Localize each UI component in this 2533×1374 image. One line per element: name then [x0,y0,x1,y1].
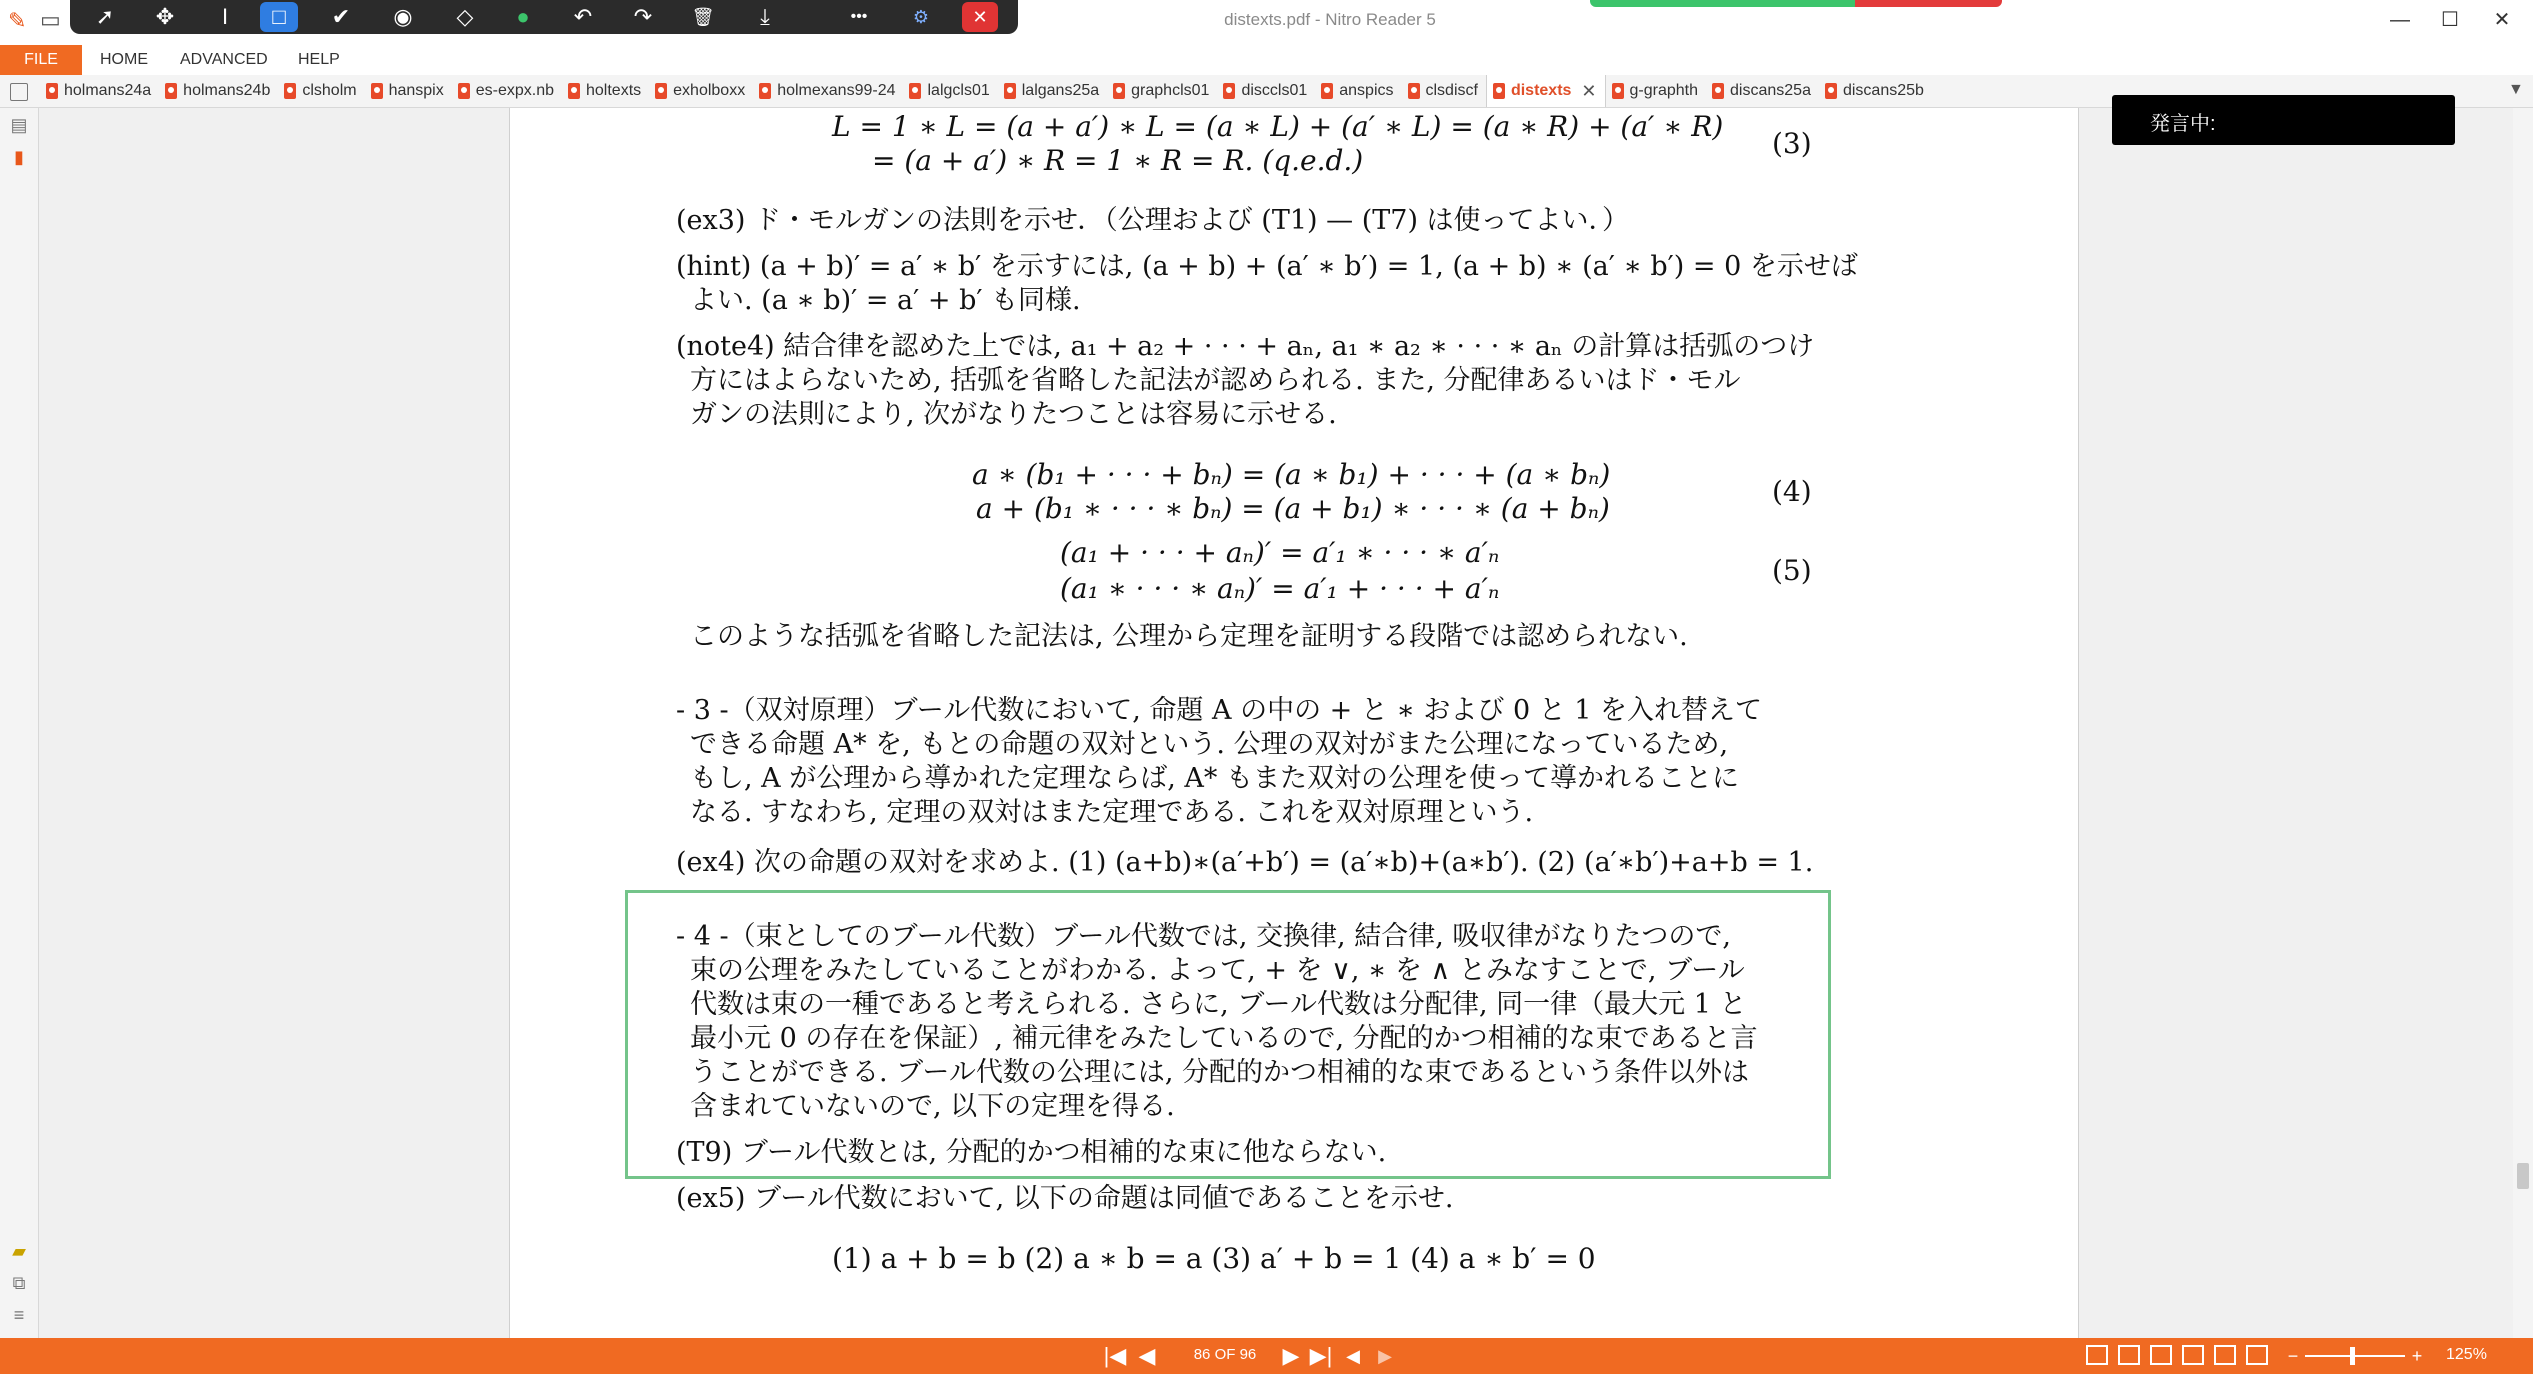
equation-number: (5) [1772,554,1812,587]
user-settings-icon[interactable]: ⚙ [912,7,930,27]
tab-label: clsholm [302,82,357,99]
pdf-file-icon [1113,83,1125,99]
status-bar [0,1338,2533,1374]
tab-holmans24a[interactable] [40,75,159,107]
pdf-file-icon [759,83,771,99]
tab-anspics[interactable] [1315,75,1401,107]
forward-view-button[interactable]: ▶ [1378,1346,1392,1366]
tab-hanspix[interactable] [365,75,452,107]
zoom-out-button[interactable]: − [2287,1346,2299,1366]
title-bar [0,0,2533,45]
pdf-file-icon [46,83,58,99]
continuous-view-icon[interactable] [2118,1345,2140,1365]
pan-icon[interactable]: ✥ [155,4,175,29]
progress-strip-red [1855,0,2002,7]
more-icon[interactable]: ••• [850,8,868,25]
pdf-page [509,108,2079,1338]
speech-status-label: 発言中: [2150,113,2216,135]
document-view[interactable] [39,108,2513,1338]
pdf-file-icon [1004,83,1016,99]
vertical-scrollbar[interactable] [2513,108,2533,1338]
close-tab-icon[interactable]: ✕ [1581,80,1597,101]
tab-g-graphth[interactable] [1606,75,1707,107]
download-icon[interactable]: ⤓ [760,4,770,29]
section-3-line-3: もし, A が公理から導かれた定理ならば, A* もまた双対の公理を使って導かれることに [690,763,1739,794]
tab-label: lalgcls01 [927,82,990,99]
tab-es-expx[interactable] [452,75,562,107]
single-page-view-icon[interactable] [2086,1345,2108,1365]
pdf-file-icon [284,83,296,99]
pdf-file-icon [371,83,383,99]
nitro-logo-icon: ✎ [8,8,27,33]
pdf-file-icon [1712,83,1724,99]
section-4-line-4: 最小元 0 の存在を保証）, 補元律をみたしているので, 分配的かつ相補的な束であると言 [690,1023,1758,1054]
tab-label: holmans24a [64,82,152,99]
equation-5-line-1: (a₁ + · · · + aₙ)′ = a′₁ ∗ · · · ∗ a′ₙ [1060,536,1500,569]
theorem-t9: (T9) ブール代数とは, 分配的かつ相補的な束に他ならない. [676,1137,1387,1168]
exercise-5: (ex5) ブール代数において, 以下の命題は同値であることを示せ. [676,1183,1454,1214]
zoom-slider-thumb[interactable] [2350,1347,2355,1365]
tab-clsdiscf[interactable] [1402,75,1486,107]
back-view-button[interactable]: ◀ [1346,1346,1360,1366]
tab-label: hanspix [388,82,444,99]
page-indicator[interactable]: 86 OF 96 [1193,1346,1257,1363]
tab-discans25a[interactable] [1706,75,1819,107]
last-page-button[interactable]: ▶| [1309,1343,1333,1368]
text-cursor-icon[interactable]: I [221,4,229,29]
pages-panel-icon[interactable]: ▤ [10,115,28,135]
hint-line-2: よい. (a ∗ b)′ = a′ + b′ も同様. [690,285,1081,316]
undo-icon[interactable]: ↶ [573,4,593,29]
bookmarks-panel-icon[interactable]: ▮ [14,147,24,167]
tab-exholboxx[interactable] [649,75,753,107]
tab-disccls01[interactable] [1217,75,1315,107]
ribbon-menu [0,45,2533,76]
previous-page-button[interactable]: ◀ [1138,1343,1156,1368]
equation-3-line-2: = (a + a′) ∗ R = 1 ∗ R = R. (q.e.d.) [872,144,1364,177]
tab-distexts[interactable] [1486,75,1606,107]
pdf-file-icon [655,83,667,99]
tab-label: disccls01 [1241,82,1308,99]
pdf-file-icon [568,83,580,99]
left-side-panel [0,108,39,1338]
tab-label: distexts [1510,82,1572,99]
tab-label: es-expx.nb [475,82,554,99]
layers-panel-icon[interactable]: ≡ [13,1305,25,1325]
zoom-in-button[interactable]: + [2411,1346,2423,1366]
facing-view-icon[interactable] [2150,1345,2172,1365]
section-4-line-6: 含まれていないので, 以下の定理を得る. [690,1091,1175,1122]
section-4-line-1: - 4 -（束としてのブール代数）ブール代数では, 交換律, 結合律, 吸収律がなりたつので, [676,921,1731,952]
pdf-file-icon [1321,83,1333,99]
menu-file[interactable]: FILE [0,45,82,75]
pdf-file-icon [1493,83,1505,99]
window-title: distexts.pdf - Nitro Reader 5 [1224,10,1436,29]
tab-label: discans25b [1842,82,1924,99]
tab-graphcls01[interactable] [1107,75,1217,107]
next-page-button[interactable]: ▶ [1282,1343,1300,1368]
equation-number: (3) [1772,127,1812,160]
tab-holmexans99-24[interactable] [753,75,903,107]
tab-label: graphcls01 [1131,82,1210,99]
note4-line-1: (note4) 結合律を認めた上では, a₁ + a₂ + · · · + aₙ, a₁ ∗ a₂ ∗ · · · ∗ aₙ の計算は括弧のつけ [676,331,1815,362]
pointer-icon[interactable]: ➚ [95,4,115,29]
progress-strip-green [1590,0,1855,7]
menu-help[interactable]: HELP [298,51,340,68]
tab-label: lalgans25a [1021,82,1100,99]
tab-lalgcls01[interactable] [903,75,997,107]
maximize-button[interactable]: ☐ [2441,9,2459,31]
tab-holtexts[interactable] [562,75,649,107]
section-3-line-4: なる. すなわち, 定理の双対はまた定理である. これを双対原理という. [690,797,1534,828]
pdf-file-icon [909,83,921,99]
equation-4-line-2: a + (b₁ ∗ · · · ∗ bₙ) = (a + b₁) ∗ · · · ∗ (a + bₙ) [976,492,1610,525]
floating-annotation-toolbar [70,0,1018,34]
equation-3-line-1: L = 1 ∗ L = (a + a′) ∗ L = (a ∗ L) + (a′ ∗ L) = (a ∗ R) + (a′ ∗ R) [832,110,1724,143]
first-page-button[interactable]: |◀ [1103,1343,1127,1368]
menu-advanced[interactable]: ADVANCED [180,51,268,68]
note4-line-3: ガンの法則により, 次がなりたつことは容易に示せる. [690,399,1337,430]
tab-discans25b[interactable] [1819,75,1932,107]
pdf-file-icon [1223,83,1235,99]
tab-overflow-icon[interactable]: ▼ [2508,81,2524,98]
exercise-3: (ex3) ド・モルガンの法則を示せ．（公理および (T1) — (T7) は使ってよい．） [676,205,1630,236]
minimize-button[interactable]: — [2390,9,2410,31]
tab-label: discans25a [1730,82,1811,99]
menu-home[interactable]: HOME [100,51,148,68]
redo-icon[interactable]: ↷ [633,4,653,29]
speech-status-popup [2112,95,2455,145]
exercise-4: (ex4) 次の命題の双対を求めよ. (1) (a+b)∗(a′+b′) = (a′∗b)+(a∗b′). (2) (a′∗b′)+a+b = 1. [676,847,1814,878]
fit-page-icon[interactable] [2214,1345,2236,1365]
open-folder-icon[interactable]: ▭ [40,7,61,32]
section-4-line-2: 束の公理をみたしていることがわかる. よって, + を ∨, ∗ を ∧ とみなすことで, ブール [690,955,1745,986]
close-window-button[interactable]: ✕ [2493,9,2511,31]
tab-label: anspics [1339,82,1394,99]
pdf-file-icon [458,83,470,99]
stamp-icon[interactable]: ◉ [393,4,413,29]
omission-note: このような括弧を省略した記法は, 公理から定理を証明する段階では認められない. [690,621,1688,652]
hint-line-1: (hint) (a + b)′ = a′ ∗ b′ を示すには, (a + b) + (a′ ∗ b′) = 1, (a + b) ∗ (a′ ∗ b′) = 0 を示せば [676,251,1858,282]
tab-label: holmans24b [183,82,271,99]
zoom-level[interactable]: 125% [2446,1346,2487,1363]
equation-5-line-2: (a₁ ∗ · · · ∗ aₙ)′ = a′₁ + · · · + a′ₙ [1060,572,1500,605]
section-4-line-3: 代数は束の一種であると考えられる. さらに, ブール代数は分配律, 同一律（最大元 1 と [690,989,1747,1020]
tab-label: clsdiscf [1425,82,1478,99]
check-icon[interactable]: ✔ [331,4,351,29]
scrollbar-thumb[interactable] [2517,1163,2529,1189]
pdf-file-icon [165,83,177,99]
zoom-slider[interactable] [2305,1355,2405,1357]
rectangle-icon[interactable]: □ [260,2,298,32]
tab-holmans24b[interactable] [159,75,278,107]
tab-label: g-graphth [1629,82,1699,99]
color-dot-icon[interactable]: ● [516,4,530,29]
exercise-5-items: (1) a + b = b (2) a ∗ b = a (3) a′ + b = 1 (4) a ∗ b′ = 0 [832,1242,1596,1275]
trash-icon[interactable]: 🗑 [691,7,715,27]
tab-label: exholboxx [673,82,746,99]
facing-continuous-view-icon[interactable] [2182,1345,2204,1365]
comments-panel-icon[interactable]: ▰ [12,1241,26,1261]
close-toolbar-icon[interactable]: ✕ [962,2,998,32]
section-3-line-1: - 3 -（双対原理）ブール代数において, 命題 A の中の + と ∗ および 0 と 1 を入れ替えて [676,695,1763,726]
tab-list-icon[interactable] [10,83,28,101]
tab-label: holtexts [586,82,642,99]
pdf-file-icon [1612,83,1624,99]
tab-lalgans25a[interactable] [998,75,1107,107]
fit-width-icon[interactable] [2246,1345,2268,1365]
note4-line-2: 方にはよらないため, 括弧を省略した記法が認められる. また, 分配律あるいはド・モル [690,365,1741,396]
section-3-line-2: できる命題 A* を, もとの命題の双対という. 公理の双対がまた公理になっているため, [690,729,1729,760]
pdf-file-icon [1408,83,1420,99]
attachments-panel-icon[interactable]: ⧉ [12,1273,26,1293]
equation-4-line-1: a ∗ (b₁ + · · · + bₙ) = (a ∗ b₁) + · · · + (a ∗ bₙ) [972,458,1611,491]
tab-label: holmexans99-24 [777,82,896,99]
equation-number: (4) [1772,475,1812,508]
pdf-file-icon [1825,83,1837,99]
tab-clsholm[interactable] [278,75,364,107]
eraser-icon[interactable]: ◇ [456,4,474,29]
section-4-line-5: うことができる. ブール代数の公理には, 分配的かつ相補的な束であるという条件以外は [690,1057,1749,1088]
